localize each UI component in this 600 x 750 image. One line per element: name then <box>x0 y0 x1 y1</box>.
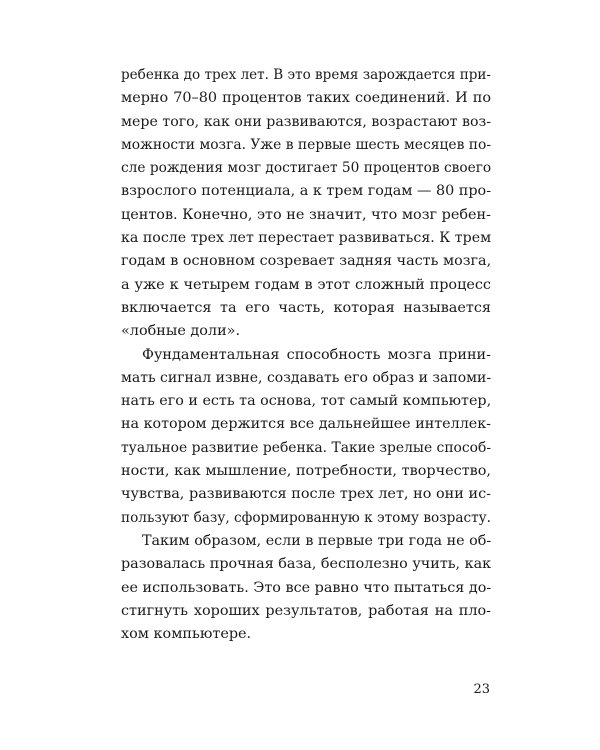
text-line: включается та его часть, которая называется <box>121 299 491 316</box>
text-line: центов. Конечно, это не значит, что мозг ребен- <box>121 206 491 223</box>
text-line: мать сигнал извне, создавать его образ и запоми- <box>121 369 492 386</box>
text-line: можности мозга. Уже в первые шесть месяцев по- <box>121 136 492 153</box>
text-line: взрослого потенциала, а к трем годам — 80 про- <box>121 183 492 200</box>
text-line: «лобные доли». <box>121 323 241 340</box>
body-text <box>121 64 491 646</box>
text-line: стигнуть хороших результатов, работая на пло- <box>121 602 491 619</box>
text-line: туальное развитие ребенка. Такие зрелые способ- <box>121 439 492 456</box>
text-line: нать его и есть та основа, тот самый компьютер, <box>121 393 492 410</box>
text-line: а уже к четырем годам в этот сложный процесс <box>121 276 491 293</box>
text-line: пользуют базу, сформированную к этому возрасту. <box>121 509 491 526</box>
page-number: 23 <box>473 682 490 697</box>
text-line: чувства, развиваются после трех лет, но они ис- <box>121 486 491 503</box>
text-line: ка после трех лет перестает развиваться. К трем <box>121 230 492 247</box>
text-line: сле рождения мозг достигает 50 процентов своего <box>121 160 492 177</box>
paragraph-3 <box>121 530 491 646</box>
text-line: мере того, как они развиваются, возрастают воз- <box>121 113 491 130</box>
text-line: ности, как мышление, потребности, творчество, <box>121 463 491 480</box>
text-line: мерно 70–80 процентов таких соединений. И по <box>121 90 491 107</box>
text-line: на котором держится все дальнейшее интеллек- <box>121 416 492 433</box>
text-line: Фундаментальная способность мозга прини- <box>142 346 491 363</box>
text-line: разовалась прочная база, бесполезно учить, как <box>121 556 492 573</box>
paragraph-1 <box>121 64 491 344</box>
text-line: ее использовать. Это все равно что пытаться до- <box>121 579 492 596</box>
text-line: ребенка до трех лет. В это время зарождается при- <box>121 67 491 83</box>
text-line: годам в основном созревает задняя часть мозга, <box>121 253 492 270</box>
text-line: хом компьютере. <box>121 626 252 643</box>
paragraph-2 <box>121 344 491 530</box>
text-line: Таким образом, если в первые три года не об- <box>142 532 492 549</box>
